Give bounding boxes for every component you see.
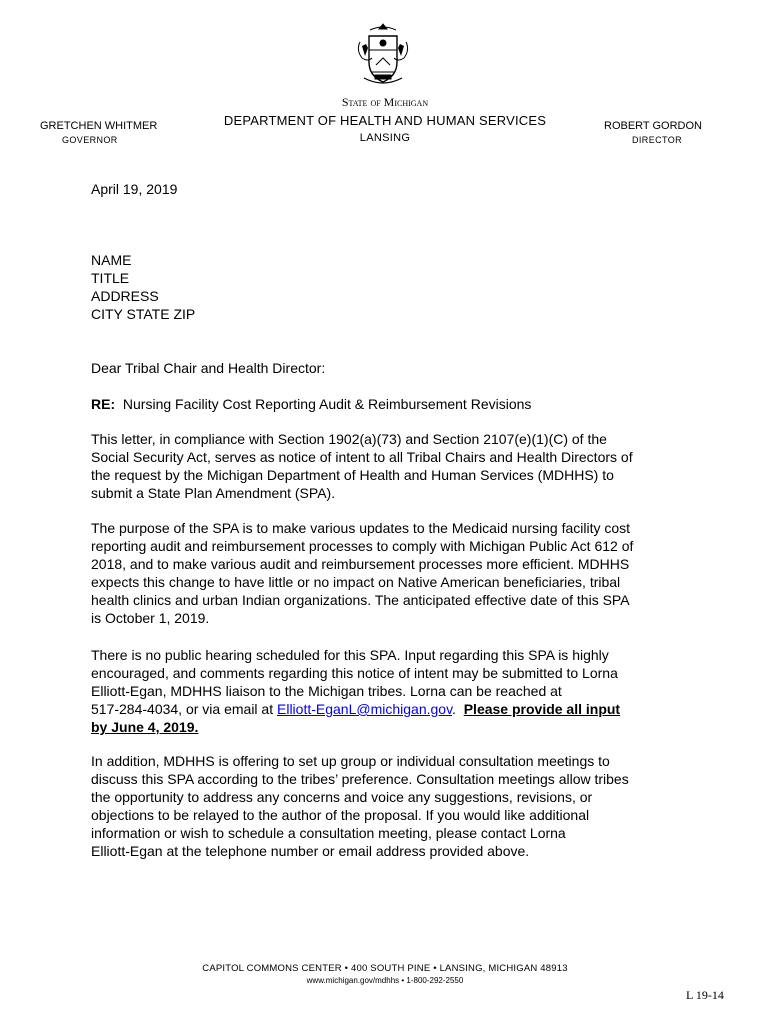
paragraph-purpose [91, 519, 691, 627]
paragraph-line [91, 718, 691, 736]
paragraph-line: the request by the Michigan Department of Health and Human Services (MDHHS) to [91, 467, 614, 483]
state-of-michigan-heading [0, 95, 770, 110]
paragraph-line: 2018, and to make various audit and reimbursement processes more efficient. MDHHS [91, 556, 630, 572]
paragraph-line: expects this change to have little or no impact on Native American beneficiaries, tribal [91, 574, 621, 590]
paragraph-line: In addition, MDHHS is offering to set up group or individual consultation meetings to [91, 753, 610, 769]
paragraph-input [91, 646, 691, 736]
state-prefix: State of [341, 95, 381, 109]
director-name: ROBERT GORDON [604, 120, 702, 132]
deadline-emphasis-2: by June 4, 2019. [91, 719, 199, 735]
address-line: NAME [91, 252, 132, 268]
paragraph-line: the opportunity to address any concerns and voice any suggestions, revisions, or [91, 789, 593, 805]
department-city: LANSING [359, 132, 411, 144]
department-name: DEPARTMENT OF HEALTH AND HUMAN SERVICES [223, 113, 547, 128]
address-line: TITLE [91, 270, 130, 286]
paragraph-line: reporting audit and reimbursement processes to comply with Michigan Public Act 612 of [91, 538, 634, 554]
re-line [91, 395, 531, 413]
paragraph-notice [91, 430, 691, 502]
paragraph-line: There is no public hearing scheduled for this SPA. Input regarding this SPA is highly [91, 647, 609, 663]
re-subject: Nursing Facility Cost Reporting Audit & Reimbursement Revisions [122, 396, 532, 412]
paragraph-consultation [91, 752, 691, 860]
email-link[interactable]: Elliott-EganL@michigan.gov [277, 701, 453, 717]
deadline-emphasis-1: Please provide all input [463, 701, 621, 717]
governor-title: GOVERNOR [62, 135, 118, 145]
footer-address: CAPITOL COMMONS CENTER • 400 SOUTH PINE • LANSING, MICHIGAN 48913 [202, 963, 568, 974]
governor-name: GRETCHEN WHITMER [40, 120, 158, 132]
paragraph-line: health clinics and urban Indian organizations. The anticipated effective date of this SPA [91, 592, 630, 608]
michigan-state-seal-icon [352, 20, 414, 90]
paragraph-line: This letter, in compliance with Section 1902(a)(73) and Section 2107(e)(1)(C) of the [91, 431, 607, 447]
footer-contact: www.michigan.gov/mdhhs • 1-800-292-2550 [306, 976, 464, 985]
letter-date: April 19, 2019 [91, 181, 178, 197]
paragraph-line: Elliott-Egan, MDHHS liaison to the Michigan tribes. Lorna can be reached at [91, 683, 562, 699]
paragraph-line: is October 1, 2019. [91, 610, 210, 626]
paragraph-line: objections to be relayed to the author of the proposal. If you would like additional [91, 807, 590, 823]
address-line: CITY STATE ZIP [91, 306, 196, 322]
paragraph-line: information or wish to schedule a consultation meeting, please contact Lorna [91, 825, 566, 841]
re-label: RE: [91, 396, 116, 412]
paragraph-line: discuss this SPA according to the tribes’ preference. Consultation meetings allow tribes [91, 771, 629, 787]
separator-text: . [452, 701, 464, 717]
paragraph-line: The purpose of the SPA is to make various updates to the Medicaid nursing facility cost [91, 520, 631, 536]
paragraph-line [91, 700, 691, 718]
paragraph-line: encouraged, and comments regarding this notice of intent may be submitted to Lorna [91, 665, 618, 681]
director-title: DIRECTOR [632, 135, 683, 145]
paragraph-line: Elliott-Egan at the telephone number or email address provided above. [91, 843, 530, 859]
paragraph-line: submit a State Plan Amendment (SPA). [91, 485, 336, 501]
state-name: Michigan [383, 95, 429, 109]
salutation: Dear Tribal Chair and Health Director: [91, 360, 326, 376]
phone-text: 517-284-4034, or via email at [91, 701, 277, 717]
form-code: L 19-14 [686, 988, 724, 1002]
paragraph-line: Social Security Act, serves as notice of intent to all Tribal Chairs and Health Directors of [91, 449, 633, 465]
address-line: ADDRESS [91, 288, 159, 304]
recipient-address [91, 251, 195, 323]
